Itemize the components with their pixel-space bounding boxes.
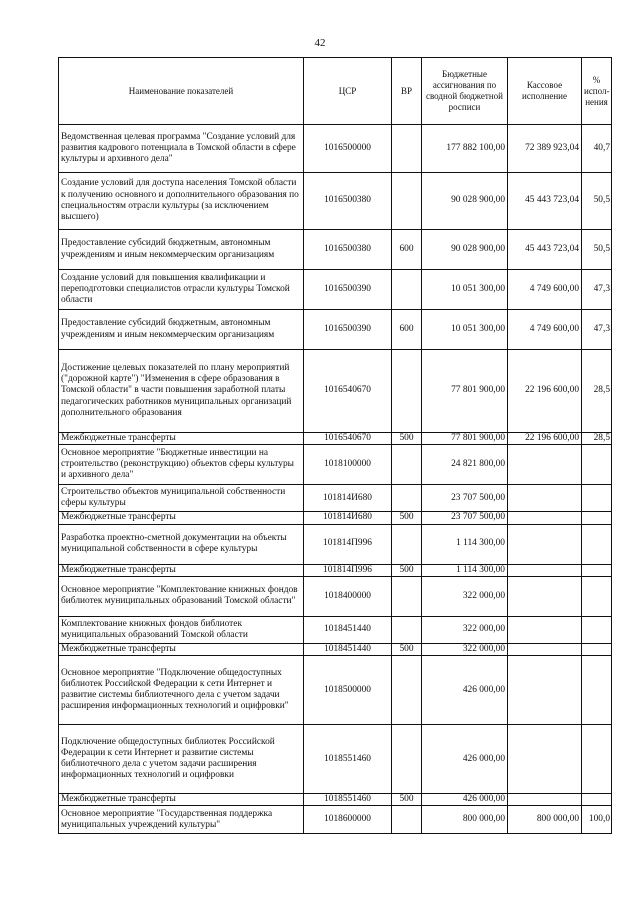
row-pct bbox=[582, 794, 612, 806]
row-csr: 1018451440 bbox=[304, 643, 392, 655]
row-cash bbox=[508, 656, 582, 725]
row-csr: 1018400000 bbox=[304, 576, 392, 616]
row-cash bbox=[508, 616, 582, 643]
row-cash bbox=[508, 643, 582, 655]
row-vr bbox=[392, 485, 422, 512]
row-budget: 322 000,00 bbox=[422, 616, 508, 643]
row-cash bbox=[508, 524, 582, 564]
row-budget: 426 000,00 bbox=[422, 725, 508, 794]
row-csr: 1016540670 bbox=[304, 433, 392, 445]
row-vr: 600 bbox=[392, 310, 422, 350]
row-name: Основное мероприятие "Бюджетные инвестиции на строительство (реконструкцию) объектов сферы культуры и архивного дела" bbox=[59, 445, 304, 485]
row-name: Межбюджетные трансферты bbox=[59, 794, 304, 806]
row-cash: 72 389 923,04 bbox=[508, 125, 582, 173]
row-cash: 800 000,00 bbox=[508, 806, 582, 834]
row-budget: 23 707 500,00 bbox=[422, 512, 508, 524]
row-budget: 426 000,00 bbox=[422, 656, 508, 725]
row-name: Подключение общедоступных библиотек Российской Федерации к сети Интернет и развитие системы библиотечного дела с учетом задачи расширения информационных технологий и оцифровки bbox=[59, 725, 304, 794]
row-cash bbox=[508, 576, 582, 616]
table-row bbox=[59, 512, 612, 524]
row-budget: 24 821 800,00 bbox=[422, 445, 508, 485]
row-name: Предоставление субсидий бюджетным, автономным учреждениям и иным некоммерческим организациям bbox=[59, 230, 304, 270]
header-pct: % испол-нения bbox=[582, 58, 612, 125]
row-name: Межбюджетные трансферты bbox=[59, 564, 304, 576]
row-name: Ведомственная целевая программа "Создание условий для развития кадрового потенциала в Томской области в сфере культуры и архивного дела" bbox=[59, 125, 304, 173]
table-row bbox=[59, 230, 612, 270]
row-csr: 1018600000 bbox=[304, 806, 392, 834]
table-row bbox=[59, 794, 612, 806]
page-number: 42 bbox=[314, 37, 326, 49]
row-budget: 1 114 300,00 bbox=[422, 564, 508, 576]
row-pct: 47,3 bbox=[582, 270, 612, 310]
row-cash bbox=[508, 564, 582, 576]
table-row bbox=[59, 616, 612, 643]
row-vr bbox=[392, 806, 422, 834]
row-pct: 100,0 bbox=[582, 806, 612, 834]
row-name: Основное мероприятие "Государственная поддержка муниципальных учреждений культуры" bbox=[59, 806, 304, 834]
row-pct bbox=[582, 564, 612, 576]
row-pct bbox=[582, 616, 612, 643]
table-row bbox=[59, 310, 612, 350]
header-name: Наименование показателей bbox=[59, 58, 304, 125]
row-csr: 101814И680 bbox=[304, 512, 392, 524]
row-budget: 10 051 300,00 bbox=[422, 270, 508, 310]
row-cash bbox=[508, 512, 582, 524]
header-csr: ЦСР bbox=[304, 58, 392, 125]
row-csr: 1018100000 bbox=[304, 445, 392, 485]
row-pct: 50,5 bbox=[582, 230, 612, 270]
header-budget: Бюджетные ассигнования по сводной бюджетной росписи bbox=[422, 58, 508, 125]
row-csr: 1018551460 bbox=[304, 725, 392, 794]
row-vr bbox=[392, 656, 422, 725]
table-row bbox=[59, 643, 612, 655]
row-vr: 600 bbox=[392, 230, 422, 270]
row-name: Межбюджетные трансферты bbox=[59, 512, 304, 524]
row-cash bbox=[508, 725, 582, 794]
row-budget: 77 801 900,00 bbox=[422, 350, 508, 433]
row-csr: 1016500000 bbox=[304, 125, 392, 173]
row-name: Достижение целевых показателей по плану мероприятий ("дорожной карте") "Изменения в сфере образования в Томской области" в части повышения заработной платы педагогических работников муниципальных организаций дополнительного образования bbox=[59, 350, 304, 433]
row-cash bbox=[508, 794, 582, 806]
table-row bbox=[59, 725, 612, 794]
row-csr: 101814И680 bbox=[304, 485, 392, 512]
row-budget: 77 801 900,00 bbox=[422, 433, 508, 445]
row-csr: 1016540670 bbox=[304, 350, 392, 433]
row-pct bbox=[582, 485, 612, 512]
row-cash: 22 196 600,00 bbox=[508, 433, 582, 445]
row-cash bbox=[508, 485, 582, 512]
row-cash: 22 196 600,00 bbox=[508, 350, 582, 433]
row-csr: 1018500000 bbox=[304, 656, 392, 725]
table-row bbox=[59, 125, 612, 173]
row-vr: 500 bbox=[392, 794, 422, 806]
table-row bbox=[59, 173, 612, 230]
row-cash bbox=[508, 445, 582, 485]
row-name: Создание условий для доступа населения Томской области к получению основного и дополнительного образования по специальностям отрасли культуры (за исключением высшего) bbox=[59, 173, 304, 230]
row-name: Основное мероприятие "Комплектование книжных фондов библиотек муниципальных образований Томской области" bbox=[59, 576, 304, 616]
row-vr bbox=[392, 350, 422, 433]
table-row bbox=[59, 270, 612, 310]
row-cash: 4 749 600,00 bbox=[508, 310, 582, 350]
row-pct bbox=[582, 643, 612, 655]
row-budget: 322 000,00 bbox=[422, 643, 508, 655]
row-csr: 1018551460 bbox=[304, 794, 392, 806]
header-vr: ВР bbox=[392, 58, 422, 125]
table-row bbox=[59, 524, 612, 564]
row-pct: 50,5 bbox=[582, 173, 612, 230]
row-pct: 28,5 bbox=[582, 433, 612, 445]
row-pct bbox=[582, 445, 612, 485]
row-pct bbox=[582, 512, 612, 524]
table-row bbox=[59, 433, 612, 445]
table-row bbox=[59, 564, 612, 576]
table-row bbox=[59, 485, 612, 512]
row-budget: 800 000,00 bbox=[422, 806, 508, 834]
row-csr: 1016500390 bbox=[304, 270, 392, 310]
row-vr bbox=[392, 616, 422, 643]
row-pct: 47,3 bbox=[582, 310, 612, 350]
row-budget: 90 028 900,00 bbox=[422, 173, 508, 230]
row-vr: 500 bbox=[392, 643, 422, 655]
row-vr bbox=[392, 725, 422, 794]
row-vr bbox=[392, 270, 422, 310]
header-cash: Кассовое исполнение bbox=[508, 58, 582, 125]
row-cash: 45 443 723,04 bbox=[508, 230, 582, 270]
row-name: Основное мероприятие "Подключение общедоступных библиотек Российской Федерации к сети Интернет и развитие системы библиотечного дела с учетом задачи расширения информационных технологий и оцифровки" bbox=[59, 656, 304, 725]
row-csr: 1016500380 bbox=[304, 173, 392, 230]
row-budget: 322 000,00 bbox=[422, 576, 508, 616]
row-pct bbox=[582, 576, 612, 616]
row-name: Межбюджетные трансферты bbox=[59, 643, 304, 655]
row-budget: 10 051 300,00 bbox=[422, 310, 508, 350]
row-vr bbox=[392, 445, 422, 485]
row-pct bbox=[582, 656, 612, 725]
row-cash: 4 749 600,00 bbox=[508, 270, 582, 310]
row-vr: 500 bbox=[392, 433, 422, 445]
row-name: Разработка проектно-сметной документации на объекты муниципальной собственности в сфере культуры bbox=[59, 524, 304, 564]
table-row bbox=[59, 350, 612, 433]
row-csr: 1018451440 bbox=[304, 616, 392, 643]
row-vr: 500 bbox=[392, 564, 422, 576]
row-budget: 177 882 100,00 bbox=[422, 125, 508, 173]
table-row bbox=[59, 445, 612, 485]
row-csr: 1016500390 bbox=[304, 310, 392, 350]
row-csr: 101814П996 bbox=[304, 564, 392, 576]
budget-execution-table bbox=[58, 57, 612, 834]
row-vr bbox=[392, 173, 422, 230]
row-vr bbox=[392, 524, 422, 564]
row-budget: 90 028 900,00 bbox=[422, 230, 508, 270]
row-name: Предоставление субсидий бюджетным, автономным учреждениям и иным некоммерческим организациям bbox=[59, 310, 304, 350]
row-budget: 1 114 300,00 bbox=[422, 524, 508, 564]
table-row bbox=[59, 656, 612, 725]
row-name: Комплектование книжных фондов библиотек муниципальных образований Томской области bbox=[59, 616, 304, 643]
row-name: Межбюджетные трансферты bbox=[59, 433, 304, 445]
row-budget: 23 707 500,00 bbox=[422, 485, 508, 512]
row-name: Создание условий для повышения квалификации и переподготовки специалистов отрасли культуры Томской области bbox=[59, 270, 304, 310]
row-name: Строительство объектов муниципальной собственности сферы культуры bbox=[59, 485, 304, 512]
table-header-row bbox=[59, 58, 612, 125]
row-budget: 426 000,00 bbox=[422, 794, 508, 806]
row-csr: 101814П996 bbox=[304, 524, 392, 564]
table-row bbox=[59, 806, 612, 834]
row-vr: 500 bbox=[392, 512, 422, 524]
row-pct bbox=[582, 524, 612, 564]
table-row bbox=[59, 576, 612, 616]
row-vr bbox=[392, 125, 422, 173]
row-cash: 45 443 723,04 bbox=[508, 173, 582, 230]
row-vr bbox=[392, 576, 422, 616]
row-pct: 40,7 bbox=[582, 125, 612, 173]
row-pct bbox=[582, 725, 612, 794]
row-csr: 1016500380 bbox=[304, 230, 392, 270]
row-pct: 28,5 bbox=[582, 350, 612, 433]
